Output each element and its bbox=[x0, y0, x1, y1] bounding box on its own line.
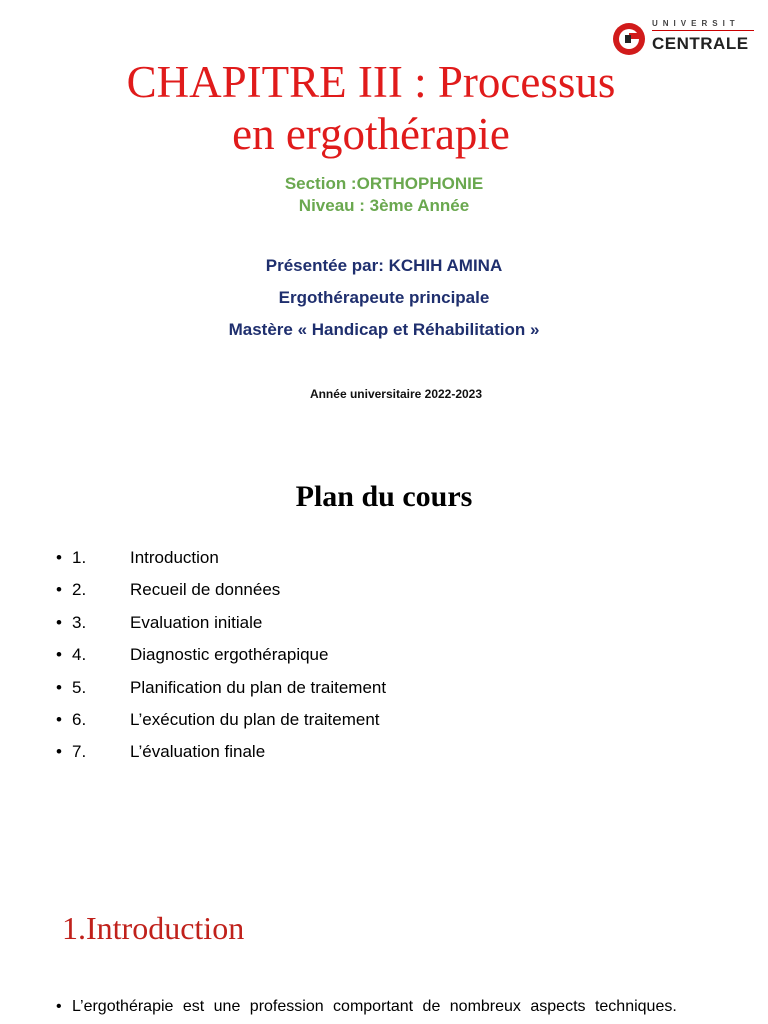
item-number: 5. bbox=[72, 677, 87, 697]
item-text: Evaluation initiale bbox=[130, 612, 263, 632]
bullet-icon: • bbox=[56, 580, 62, 600]
item-text: Diagnostic ergothérapique bbox=[130, 645, 329, 665]
logo-emblem-icon bbox=[612, 22, 646, 56]
title-slide bbox=[0, 0, 768, 440]
academic-year: Année universitaire 2022-2023 bbox=[309, 387, 483, 401]
introduction-slide bbox=[0, 880, 768, 1024]
item-text: Planification du plan de traitement bbox=[130, 677, 387, 697]
universite-centrale-logo bbox=[612, 18, 758, 58]
logo-main-text: CENTRALE bbox=[652, 34, 749, 53]
bullet-icon: • bbox=[56, 709, 62, 729]
introduction-text: L’ergothérapie est une profession comportant de nombreux aspects techniques. bbox=[72, 998, 677, 1015]
item-text: L’évaluation finale bbox=[130, 742, 266, 762]
bullet-icon: • bbox=[56, 645, 62, 665]
section-label: Section :ORTHOPHONIE bbox=[284, 174, 484, 193]
presenter-master: Mastère « Handicap et Réhabilitation » bbox=[228, 320, 540, 339]
item-number: 7. bbox=[72, 742, 87, 762]
presenter-role: Ergothérapeute principale bbox=[278, 288, 490, 307]
level-label: Niveau : 3ème Année bbox=[298, 196, 470, 215]
bullet-icon: • bbox=[56, 612, 62, 632]
item-text: Introduction bbox=[130, 548, 219, 567]
item-number: 2. bbox=[72, 580, 87, 600]
item-number: 3. bbox=[72, 612, 87, 632]
item-number: 4. bbox=[72, 645, 87, 665]
plan-slide bbox=[0, 460, 768, 820]
bullet-icon: • bbox=[56, 742, 62, 762]
chapter-title-line1: CHAPITRE III : Processus bbox=[126, 57, 616, 107]
plan-title: Plan du cours bbox=[295, 480, 473, 513]
item-number: 1. bbox=[72, 548, 87, 567]
item-text: L’exécution du plan de traitement bbox=[130, 709, 380, 729]
item-number: 6. bbox=[72, 709, 87, 729]
introduction-title: 1.Introduction bbox=[62, 910, 245, 946]
bullet-icon: • bbox=[56, 548, 62, 567]
bullet-icon: • bbox=[56, 677, 62, 697]
item-text: Recueil de données bbox=[130, 580, 281, 600]
bullet-icon: • bbox=[56, 998, 62, 1015]
logo-top-text: UNIVERSIT bbox=[652, 19, 740, 28]
logo-divider bbox=[652, 30, 754, 31]
chapter-title-line2: en ergothérapie bbox=[232, 109, 510, 159]
presenter-label: Présentée par: KCHIH AMINA bbox=[265, 256, 503, 275]
